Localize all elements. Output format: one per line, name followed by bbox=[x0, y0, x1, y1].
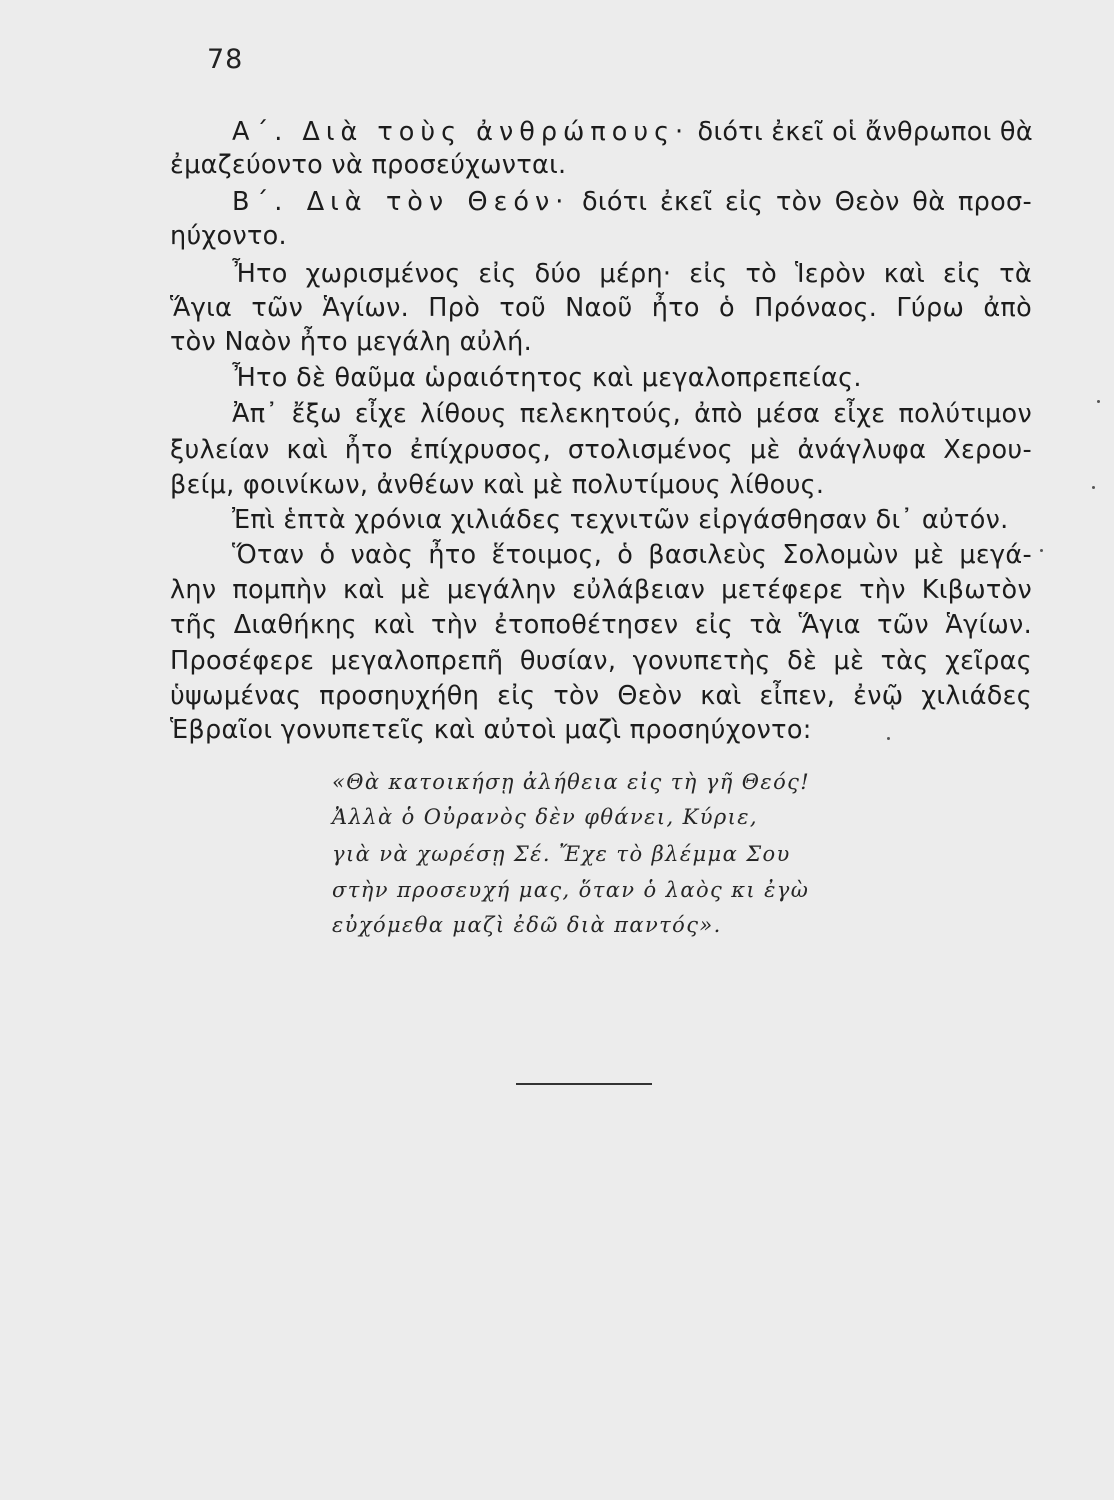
section-end-rule bbox=[516, 1083, 652, 1085]
paragraph-1-rest: διότι ἐκεῖ οἱ ἄνθρωποι θὰ bbox=[689, 117, 1033, 147]
paragraph-1-line-1 bbox=[232, 116, 1032, 148]
prayer-line-2: Ἀλλὰ ὁ Οὐρανὸς δὲν φθάνει, Κύριε, bbox=[332, 805, 758, 829]
paragraph-7-line-6: Ἑβραῖοι γονυπετεῖς καὶ αὐτοὶ μαζὶ προσηύχοντο: bbox=[170, 715, 812, 745]
scan-speck bbox=[1092, 486, 1095, 489]
prayer-line-3: γιὰ νὰ χωρέσῃ Σέ. Ἔχε τὸ βλέμμα Σου bbox=[332, 842, 791, 866]
paragraph-4-line-1: Ἦτο δὲ θαῦμα ὡραιότητος καὶ μεγαλοπρεπείας. bbox=[232, 363, 862, 393]
paragraph-3-line-2: Ἅγια τῶν Ἁγίων. Πρὸ τοῦ Ναοῦ ἦτο ὁ Πρόναος. Γύρω ἀπὸ bbox=[170, 293, 1032, 323]
paragraph-1-lead: Α΄. Διὰ τοὺς ἀνθρώπους· bbox=[232, 117, 690, 147]
paragraph-5-line-2: ξυλείαν καὶ ἦτο ἐπίχρυσος, στολισμένος μὲ ἀνάγλυφα Χερου- bbox=[170, 435, 1032, 465]
paragraph-2-lead: Β΄. Διὰ τὸν Θεόν· bbox=[232, 187, 570, 217]
paragraph-3-line-1: Ἦτο χωρισμένος εἰς δύο μέρη· εἰς τὸ Ἱερὸν καὶ εἰς τὰ bbox=[232, 259, 1032, 289]
scan-speck bbox=[887, 737, 890, 740]
paragraph-1-line-2: ἐμαζεύοντο νὰ προσεύχωνται. bbox=[170, 150, 567, 180]
prayer-line-4: στὴν προσευχή μας, ὅταν ὁ λαὸς κι ἐγὼ bbox=[332, 878, 810, 902]
paragraph-2-rest: διότι ἐκεῖ εἰς τὸν Θεὸν θὰ προσ- bbox=[569, 187, 1032, 217]
scan-speck bbox=[1097, 400, 1100, 403]
paragraph-7-line-4: Προσέφερε μεγαλοπρεπῆ θυσίαν, γονυπετὴς δὲ μὲ τὰς χεῖρας bbox=[170, 646, 1032, 676]
paragraph-7-line-1: Ὅταν ὁ ναὸς ἦτο ἕτοιμος, ὁ βασιλεὺς Σολομὼν μὲ μεγά- bbox=[232, 540, 1032, 570]
paragraph-5-line-1: Ἀπ᾽ ἔξω εἶχε λίθους πελεκητούς, ἀπὸ μέσα εἶχε πολύτιμον bbox=[232, 399, 1032, 429]
paragraph-7-line-2: λην πομπὴν καὶ μὲ μεγάλην εὐλάβειαν μετέφερε τὴν Κιβωτὸν bbox=[170, 575, 1032, 605]
paragraph-2-line-1 bbox=[232, 186, 1032, 218]
paragraph-6-line-1: Ἐπὶ ἑπτὰ χρόνια χιλιάδες τεχνιτῶν εἰργάσθησαν δι᾽ αὐτόν. bbox=[232, 505, 1009, 535]
prayer-line-5: εὐχόμεθα μαζὶ ἐδῶ διὰ παντός». bbox=[332, 913, 722, 937]
paragraph-5-line-3: βείμ, φοινίκων, ἀνθέων καὶ μὲ πολυτίμους λίθους. bbox=[170, 470, 825, 500]
paragraph-7-line-5: ὑψωμένας προσηυχήθη εἰς τὸν Θεὸν καὶ εἶπεν, ἐνῷ χιλιάδες bbox=[170, 681, 1032, 711]
paragraph-7-line-3: τῆς Διαθήκης καὶ τὴν ἐτοποθέτησεν εἰς τὰ Ἅγια τῶν Ἁγίων. bbox=[170, 610, 1032, 640]
scan-speck bbox=[1040, 549, 1043, 552]
page-number: 78 bbox=[207, 44, 244, 75]
prayer-line-1: «Θὰ κατοικήσῃ ἀλήθεια εἰς τὴ γῆ Θεός! bbox=[332, 770, 811, 794]
paragraph-3-line-3: τὸν Ναὸν ἦτο μεγάλη αὐλή. bbox=[170, 327, 533, 357]
paragraph-2-line-2: ηύχοντο. bbox=[170, 221, 287, 251]
